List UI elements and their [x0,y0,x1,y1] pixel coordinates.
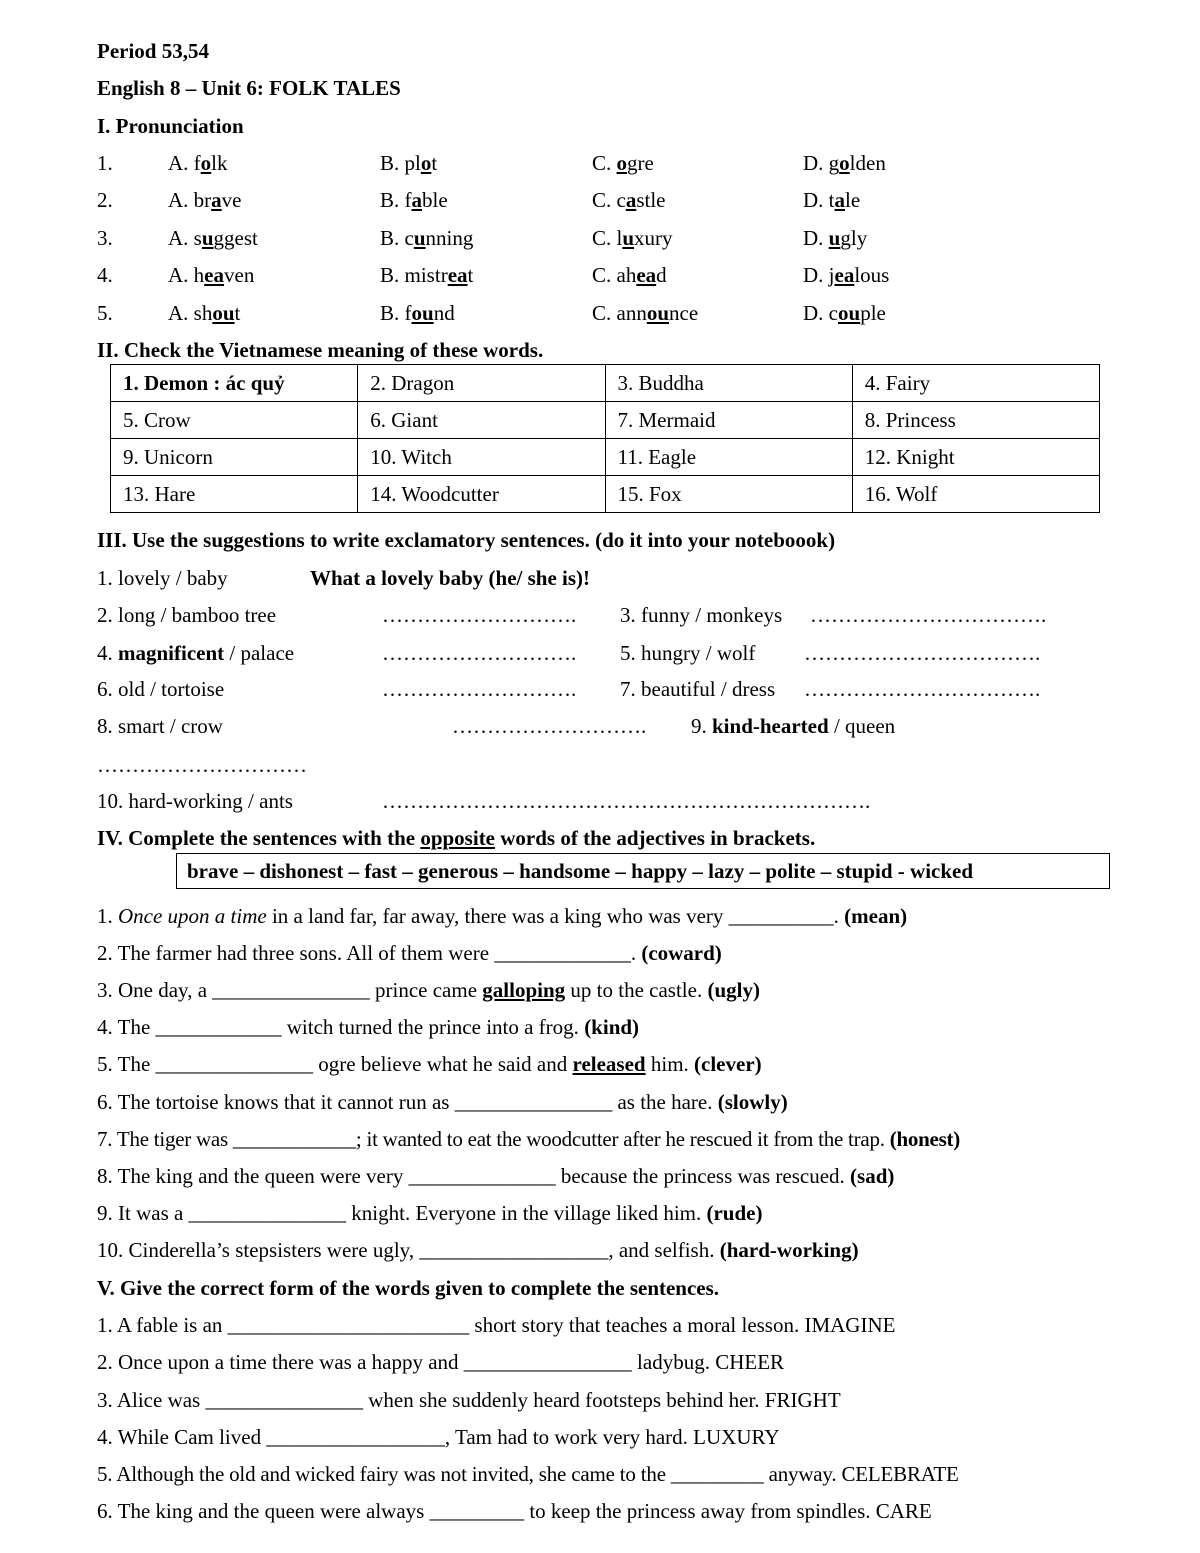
underlined-sound: ou [411,301,434,325]
sentence [97,1014,639,1040]
sentence: 6. The king and the queen were always _________ to keep the princess away from spindles. CARE [97,1499,932,1523]
sentence-text: 3. One day, a _______________ prince came [97,978,478,1002]
underlined-sound: ea [204,263,224,287]
hint: (hard-working) [719,1238,859,1262]
pronunciation-option [380,262,473,288]
table-row [111,476,1100,513]
sentence-text: him. [650,1052,689,1076]
sentence [97,1237,859,1263]
word-part: t [431,151,438,175]
hint: (coward) [641,941,722,965]
sentence-text: 2. The farmer had three sons. All of them were _____________. [97,941,637,965]
underlined-sound: a [211,188,222,212]
pronunciation-option [380,300,455,326]
sentence [97,903,907,929]
option-letter: A. [168,188,189,212]
sentence [97,1089,788,1115]
exercise-prompt: 8. smart / crow [97,714,223,738]
word-part: j [828,263,835,287]
keyword: galloping [482,978,566,1002]
option-letter: B. [380,188,400,212]
word-part: pl [404,151,421,175]
table-cell: 15. Fox [605,476,852,513]
table-cell: 5. Crow [111,402,358,439]
underlined-sound: u [413,226,426,250]
sentence-text: up to the castle. [570,978,703,1002]
option-letter: C. [592,301,612,325]
underlined-sound: o [839,151,850,175]
underlined-sound: o [616,151,628,175]
pronunciation-option [592,187,666,213]
sentence [97,1126,960,1152]
word-part: f [404,188,412,212]
hint: (mean) [844,904,908,928]
exercise-prompt: 10. hard-working / ants [97,789,293,813]
option-letter: C. [592,226,612,250]
underlined-sound: ou [646,301,670,325]
section-vocabulary-title: II. Check the Vietnamese meaning of these words. [97,338,544,362]
table-cell: 7. Mermaid [605,402,852,439]
hint: (honest) [889,1127,961,1151]
pronunciation-option [592,225,673,251]
underlined-sound: o [420,151,432,175]
pronunciation-option [592,150,654,176]
word-part: nning [425,226,474,250]
sentence: 2. Once upon a time there was a happy and ________________ ladybug. CHEER [97,1350,785,1374]
vocabulary-table [110,364,1100,513]
sentence: 5. Although the old and wicked fairy was not invited, she came to the _________ anyway. CELEBRATE [97,1462,959,1486]
exercise-number: 9. [691,714,707,738]
underlined-sound: u [622,226,635,250]
hint: (rude) [706,1201,763,1225]
sentence-text: 4. The ____________ witch turned the prince into a frog. [97,1015,579,1039]
answer-blank: ………………………. [382,603,577,627]
sentence-text: 7. The tiger was ____________; it wanted to eat the woodcutter after he rescued it from the trap. [97,1127,885,1151]
answer-blank: ………………………. [382,641,577,665]
pronunciation-option [803,300,886,326]
keyword: kind-hearted [712,714,829,738]
exercise-prompt: 2. long / bamboo tree [97,603,277,627]
word-part: f [193,151,201,175]
word-part: ann [616,301,647,325]
exercise-text: / queen [833,714,896,738]
sentence-number: 1. [97,904,113,928]
pronunciation-option [803,225,867,251]
answer-blank: ………………………. [452,714,647,738]
section-word-forms-title: V. Give the correct form of the words given to complete the sentences. [97,1276,720,1300]
underlined-sound: a [411,188,423,212]
underlined-sound: u [828,226,841,250]
hint: (ugly) [707,978,760,1002]
word-part: ah [616,263,637,287]
question-number: 2. [97,188,113,212]
word-part: s [193,226,202,250]
keyword: magnificent [118,641,225,665]
example-answer: What a lovely baby (he/ she is)! [310,566,591,590]
word-part: ve [221,188,242,212]
word-part: ble [422,188,448,212]
hint: (sad) [850,1164,895,1188]
sentence-text: 5. The _______________ ogre believe what he said and [97,1052,568,1076]
answer-blank: ……………………………. [804,677,1041,701]
italic-phrase: Once upon a time [118,904,267,928]
question-number: 1. [97,151,113,175]
word-part: ggest [213,226,258,250]
word-part: t [467,263,474,287]
exercise-prompt: 5. hungry / wolf [620,641,756,665]
section-opposites-title [97,825,815,851]
option-letter: A. [168,151,189,175]
section-pronunciation-title: I. Pronunciation [97,114,244,138]
option-letter: D. [803,226,824,250]
exercise-number: 4. [97,641,113,665]
exercise-prompt: 7. beautiful / dress [620,677,776,701]
title-text: IV. Complete the sentences with the [97,826,416,850]
exercise-text: / palace [229,641,295,665]
word-part: br [193,188,212,212]
sentence [97,1051,762,1077]
table-row [111,402,1100,439]
sentence-text: 10. Cinderella’s stepsisters were ugly, __________________, and selfish. [97,1238,715,1262]
table-cell: 1. Demon : ác quỷ [111,365,358,402]
sentence: 1. A fable is an _______________________ short story that teaches a moral lesson. IMAGINE [97,1313,896,1337]
table-cell: 8. Princess [852,402,1099,439]
pronunciation-option [803,150,886,176]
word-part: h [193,263,205,287]
pronunciation-option [592,262,667,288]
option-letter: B. [380,263,400,287]
word-part: c [616,188,626,212]
option-letter: C. [592,188,612,212]
pronunciation-option [592,300,698,326]
answer-blank: ………………………… [97,753,307,777]
option-letter: C. [592,151,612,175]
word-part: xury [634,226,673,250]
word-part: t [828,188,835,212]
word-part: g [828,151,840,175]
table-cell: 2. Dragon [358,365,605,402]
pronunciation-option [168,150,228,176]
word-part: lden [849,151,886,175]
word-part: d [656,263,667,287]
word-part: ple [860,301,886,325]
table-cell: 11. Eagle [605,439,852,476]
word-part: stle [636,188,666,212]
sentence [97,940,722,966]
table-row [111,365,1100,402]
pronunciation-option [168,262,254,288]
period-label: Period 53,54 [97,39,209,63]
table-cell: 16. Wolf [852,476,1099,513]
word-part: lous [854,263,890,287]
word-bank-box: brave – dishonest – fast – generous – handsome – happy – lazy – polite – stupid - wicked [176,853,1110,889]
option-letter: D. [803,263,824,287]
word-part: mistr [404,263,448,287]
section-exclamatory-title: III. Use the suggestions to write exclamatory sentences. (do it into your noteboook) [97,528,836,552]
pronunciation-option [380,225,473,251]
answer-blank: ………………………. [382,677,577,701]
word-part: l [616,226,623,250]
option-letter: B. [380,226,400,250]
table-cell: 12. Knight [852,439,1099,476]
word-part: c [404,226,414,250]
word-part: lk [211,151,228,175]
sentence-text: 6. The tortoise knows that it cannot run as _______________ as the hare. [97,1090,713,1114]
option-letter: D. [803,151,824,175]
exercise-prompt [691,713,895,739]
underlined-sound: o [200,151,212,175]
underlined-sound: ou [212,301,235,325]
word-part: t [234,301,241,325]
word-part: nd [433,301,455,325]
option-letter: B. [380,301,400,325]
option-letter: A. [168,226,189,250]
course-title: English 8 – Unit 6: FOLK TALES [97,76,401,100]
sentence: 3. Alice was _______________ when she suddenly heard footsteps behind her. FRIGHT [97,1388,841,1412]
answer-blank: ……………………………………………………………. [382,789,871,813]
sentence: 4. While Cam lived _________________, Tam had to work very hard. LUXURY [97,1425,780,1449]
pronunciation-option [380,150,437,176]
word-part: nce [669,301,699,325]
underlined-sound: ea [834,263,855,287]
sentence-text: in a land far, far away, there was a king who was very __________. [271,904,839,928]
underlined-sound: ea [636,263,657,287]
answer-blank: ……………………………. [810,603,1047,627]
sentence [97,1163,894,1189]
word-part: le [845,188,861,212]
table-cell: 6. Giant [358,402,605,439]
pronunciation-option [168,300,240,326]
table-cell: 13. Hare [111,476,358,513]
question-number: 4. [97,263,113,287]
table-row [111,439,1100,476]
title-text: words of the adjectives in brackets. [500,826,816,850]
word-part: f [404,301,412,325]
table-cell: 4. Fairy [852,365,1099,402]
title-keyword: opposite [420,826,496,850]
keyword: released [572,1052,646,1076]
pronunciation-option [803,187,860,213]
underlined-sound: u [201,226,214,250]
exercise-prompt [97,640,294,666]
answer-blank: ……………………………. [804,641,1041,665]
underlined-sound: ea [447,263,468,287]
pronunciation-option [380,187,448,213]
pronunciation-option [803,262,889,288]
word-part: c [828,301,838,325]
table-cell: 14. Woodcutter [358,476,605,513]
word-part: sh [193,301,213,325]
option-letter: D. [803,188,824,212]
hint: (clever) [694,1052,762,1076]
hint: (slowly) [717,1090,788,1114]
underlined-sound: ou [838,301,861,325]
exercise-prompt: 3. funny / monkeys [620,603,783,627]
option-letter: A. [168,263,189,287]
table-cell: 10. Witch [358,439,605,476]
hint: (kind) [584,1015,640,1039]
word-part: gre [627,151,654,175]
exercise-prompt: 6. old / tortoise [97,677,225,701]
question-number: 3. [97,226,113,250]
table-cell: 9. Unicorn [111,439,358,476]
question-number: 5. [97,301,113,325]
sentence [97,977,760,1003]
pronunciation-option [168,225,258,251]
underlined-sound: a [834,188,846,212]
word-part: gly [840,226,868,250]
sentence [97,1200,762,1226]
pronunciation-option [168,187,242,213]
option-letter: B. [380,151,400,175]
sentence-text: 8. The king and the queen were very ______________ because the princess was rescued. [97,1164,845,1188]
option-letter: A. [168,301,189,325]
underlined-sound: a [625,188,637,212]
option-letter: D. [803,301,824,325]
table-cell: 3. Buddha [605,365,852,402]
sentence-text: 9. It was a _______________ knight. Everyone in the village liked him. [97,1201,702,1225]
exercise-prompt: 1. lovely / baby [97,566,228,590]
option-letter: C. [592,263,612,287]
word-part: ven [224,263,255,287]
